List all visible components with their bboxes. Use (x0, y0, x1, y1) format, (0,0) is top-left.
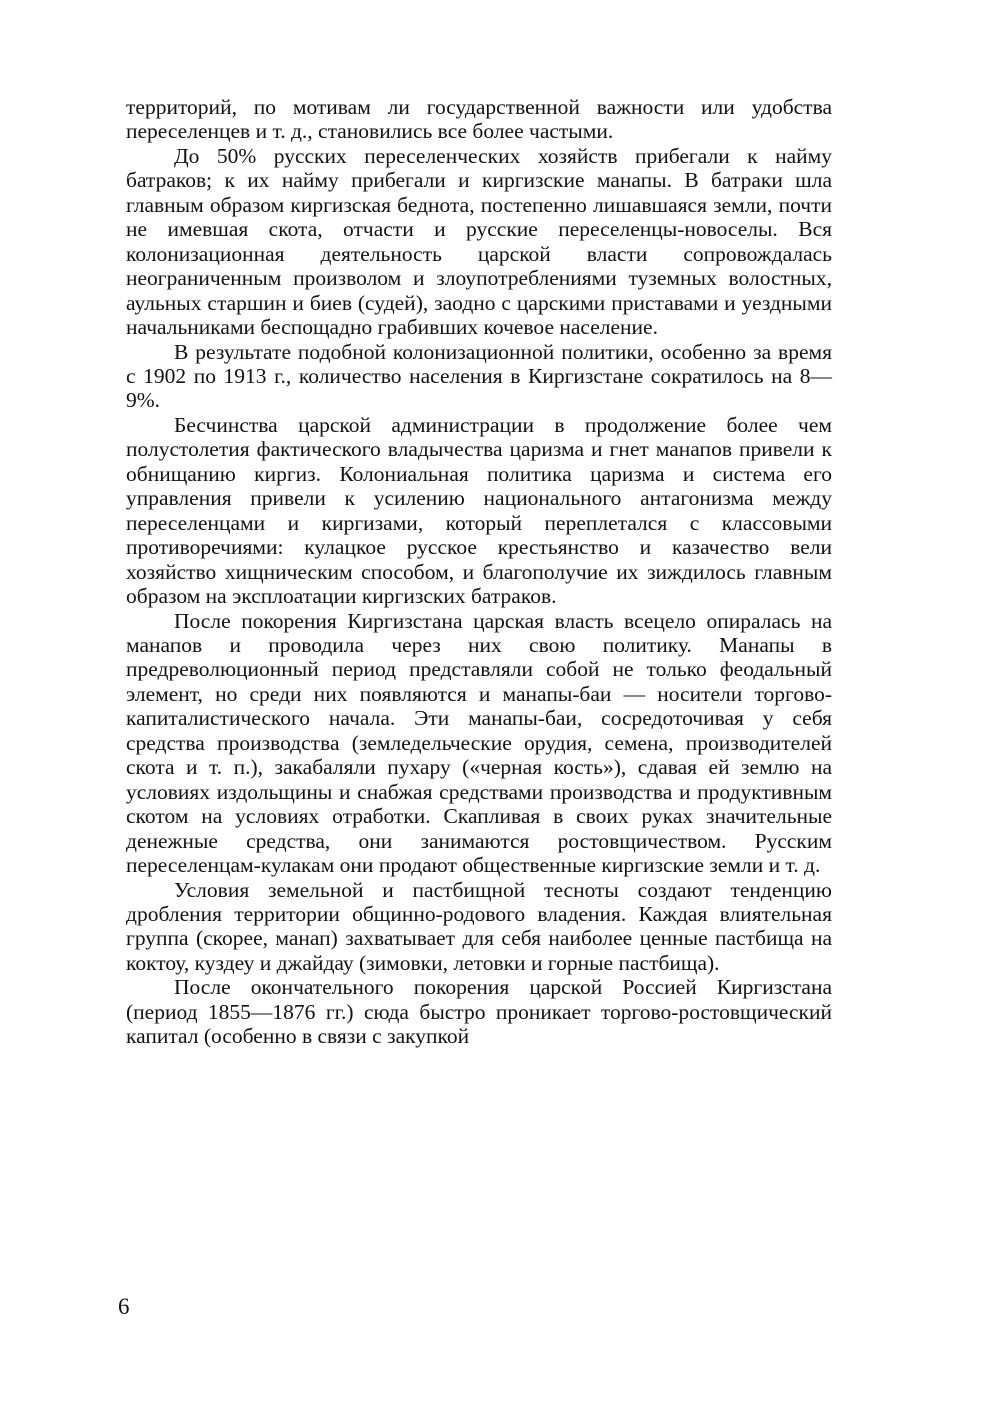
paragraph: После окончательного покорения царской Россией Киргизстана (период 1855—1876 гг.) сюда быстро проникает торгово-ростовщический капитал (особенно в связи с закупкой (126, 975, 832, 1049)
paragraph: Условия земельной и пастбищной тесноты создают тенденцию дробления территории общинно-родового владения. Каждая влиятельная группа (скорее, манап) захватывает для себя наиболее ценные пастбища на коктоу, куздеу и джайдау (зимовки, летовки и горные пастбища). (126, 877, 832, 975)
paragraph: Бесчинства царской администрации в продолжение более чем полустолетия фактического владычества царизма и гнет манапов привели к обнищанию киргиз. Колониальная политика царизма и система его управления привели к усилению национального антагонизма между переселенцами и киргизами, который переплетался с классовыми противоречиями: кулацкое русское крестьянство и казачество вели хозяйство хищническим способом, и благополучие их зиждилось главным образом на эксплоатации киргизских батраков. (126, 412, 832, 609)
paragraph: До 50% русских переселенческих хозяйств прибегали к найму батраков; к их найму прибегали и киргизские манапы. В батраки шла главным образом киргизская беднота, постепенно лишавшаяся земли, почти не имевшая скота, отчасти и русские переселенцы-новоселы. Вся колонизационная деятельность царской власти сопровождалась неограниченным произволом и злоупотреблениями туземных волостных, аульных старшин и биев (судей), заодно с царскими приставами и уездными начальниками беспощадно грабивших кочевое население. (126, 143, 832, 340)
paragraph: После покорения Киргизстана царская власть всецело опиралась на манапов и проводила через них свою политику. Манапы в предреволюционный период представляли собой не только феодальный элемент, но среди них появляются и манапы-баи — носители торгово-капиталистического начала. Эти манапы-баи, сосредоточивая у себя средства производства (земледельческие орудия, семена, производителей скота и т. п.), закабаляли пухару («черная кость»), сдавая ей землю на условиях издольщины и снабжая средствами производства и продуктивным скотом на условиях отработки. Скапливая в своих руках значительные денежные средства, они занимаются ростовщичеством. Русским переселенцам-кулакам они продают общественные киргизские земли и т. д. (126, 608, 832, 878)
page-number: 6 (118, 1294, 130, 1319)
paragraph: территорий, по мотивам ли государственной важности или удобства переселенцев и т. д., становились все более частыми. (126, 95, 832, 144)
body-text (126, 95, 832, 1049)
paragraph: В результате подобной колонизационной политики, особенно за время с 1902 по 1913 г., количество населения в Киргизстане сократилось на 8—9%. (126, 339, 832, 413)
